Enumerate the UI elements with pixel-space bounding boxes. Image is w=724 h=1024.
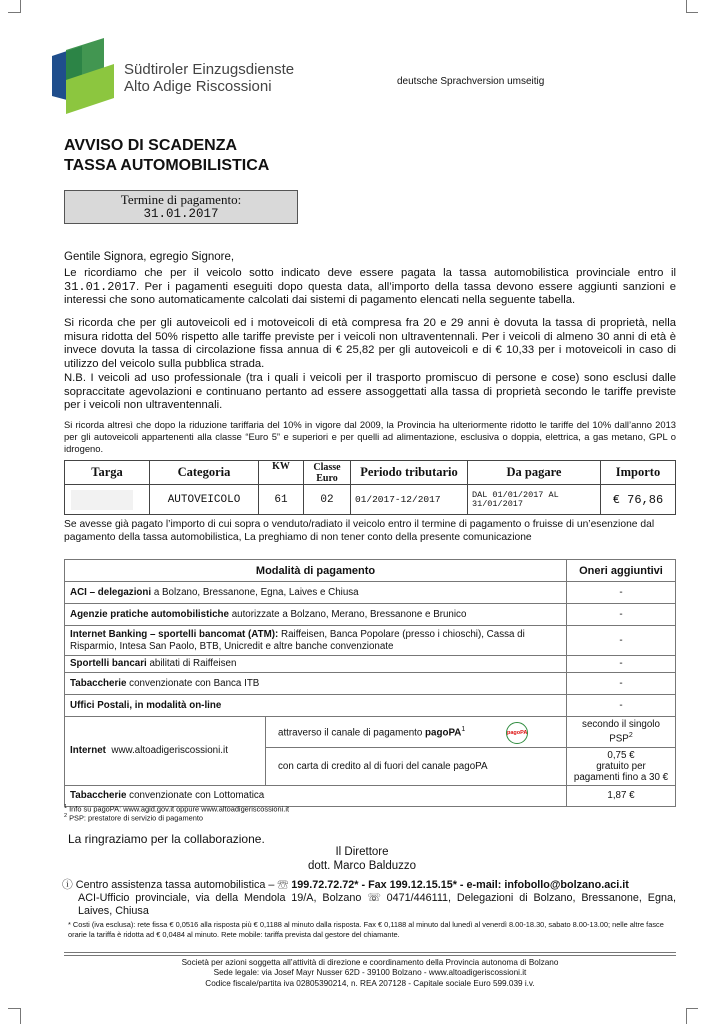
cell-importo: € 76,86 — [601, 485, 676, 515]
crop-mark — [686, 12, 698, 13]
payment-row-bank-counters — [65, 656, 676, 673]
header-classe-line-1: Classe — [313, 461, 341, 473]
payment-mode-rest: convenzionate con Lottomatica — [126, 790, 265, 801]
targa-redacted — [71, 490, 133, 510]
header-kw: KW — [259, 461, 304, 485]
payment-mode — [65, 582, 567, 604]
footer — [64, 958, 676, 989]
paragraph-already-paid: Se avesse già pagato l’importo di cui sopra o venduto/radiato il veicolo entro il termine di pagamento o fruisse di un’esenzione dal pagamento della tassa automobilistica, La preghiamo di non tener conto della presente comunicazione — [64, 519, 655, 543]
internet-cell — [65, 717, 266, 786]
footer-divider — [64, 952, 676, 956]
payment-mode-bold: Uffici Postali, in modalità on-line — [70, 699, 222, 711]
info-icon: ⓘ — [62, 879, 73, 891]
payment-fee: - — [567, 673, 676, 695]
header-classe — [304, 461, 351, 485]
cell-da-pagare — [468, 485, 601, 515]
brand-line-1: Südtiroler Einzugsdienste — [124, 61, 295, 78]
contact-line-2 — [62, 892, 676, 918]
footnote-2-marker: 2 — [64, 813, 68, 819]
payment-row-tobacconists-itb — [65, 673, 676, 695]
cell-classe: 02 — [304, 485, 351, 515]
footnote-2-text: PSP: prestatore di servizio di pagamento — [67, 813, 204, 823]
payment-row-aci — [65, 582, 676, 604]
header-da-pagare: Da pagare — [468, 461, 601, 485]
thanks: La ringraziamo per la collaborazione. — [68, 832, 265, 846]
header-classe-line-2: Euro — [316, 472, 338, 484]
paragraph-professional-vehicles: N.B. I veicoli ad uso professionale (tra i quali i veicoli per il trasporto promiscuo di persone e cose) sono esclusi dalle sopraccitate agevolazioni e continuano pertanto ad essere assoggettati alla tassa di proprietà secondo le tariffe previste per i veicoli non ultraventennali. — [64, 372, 676, 412]
crop-mark — [8, 12, 20, 13]
pagopa-logo-icon — [506, 722, 528, 744]
payment-mode-bold: ACI – delegazioni — [70, 586, 152, 598]
contact-text-b: ACI-Ufficio provinciale, via della Mendola 19/A, Bolzano — [78, 892, 368, 904]
payment-row-internet-banking — [65, 626, 676, 656]
footnote-1-text: Info su pagoPA: www.agid.gov.it oppure www.altoadigeriscossioni.it — [67, 804, 290, 814]
payment-mode-bold: Sportelli bancari — [70, 658, 147, 669]
pagopa-sup: 1 — [461, 726, 466, 734]
pagopa-fee-sup: 2 — [628, 732, 633, 740]
phone-icon: ☏ — [367, 892, 381, 904]
footnote-2 — [64, 812, 203, 822]
paragraph-deadline — [64, 267, 676, 308]
crop-mark — [686, 1008, 698, 1009]
pagopa-fee — [567, 717, 676, 748]
header-categoria: Categoria — [150, 461, 259, 485]
payment-mode — [65, 673, 567, 695]
paragraph-deadline-b: . Per i pagamenti eseguiti dopo questa data, all’importo della tassa devono essere aggiunti sanzioni e interessi che sono automaticamente calcolati dai sistemi di pagamento elencati nella seguente tabella. — [64, 280, 676, 307]
footer-line-2: Sede legale: via Josef Mayr Nusser 62D - 39100 Bolzano - www.altoadigeriscossioni.it — [213, 968, 527, 978]
crop-mark — [20, 1008, 21, 1024]
payment-fee: - — [567, 695, 676, 717]
page-title-line-1: AVVISO DI SCADENZA — [64, 137, 238, 154]
payment-row-agencies — [65, 604, 676, 626]
internet-label: Internet — [70, 745, 106, 756]
payment-mode-bold: Internet Banking – sportelli bancomat (ATM): — [70, 628, 279, 640]
header-payment-mode: Modalità di pagamento — [65, 560, 567, 582]
payment-mode-bold: Tabaccherie — [70, 790, 127, 801]
payment-fee: - — [567, 626, 676, 656]
vehicle-row — [65, 485, 676, 515]
contact-line-1 — [62, 879, 676, 892]
header-targa: Targa — [65, 461, 150, 485]
pagopa-fee-line-1: secondo il singolo — [582, 719, 660, 731]
payment-mode-rest: autorizzate a Bolzano, Merano, Bressanone e Brunico — [228, 608, 467, 620]
pagopa-fee-psp: PSP — [609, 733, 629, 745]
payment-mode — [65, 695, 567, 717]
payment-fee: - — [567, 582, 676, 604]
cost-note: * Costi (iva esclusa): rete fissa € 0,0516 alla risposta più € 0,1188 al minuto dalla risposta. Fax € 0,1188 al minuto dal lunedì al venerdì 8.00-18.30, sabato 8.00-13.00; nelle altre fasce orarie la tariffa è ridotta ad € 0,0484 al minuto. Rete mobile: tariffa prevista dal gestore del chiamante. — [68, 920, 664, 939]
da-pagare-line-1: DAL 01/01/2017 AL — [472, 489, 559, 500]
pagopa-text-a: attraverso il canale di pagamento — [278, 727, 426, 739]
payment-mode-rest: abilitati di Raiffeisen — [146, 658, 237, 669]
payment-methods-table — [64, 559, 676, 807]
phone-icon: ☏ — [277, 879, 289, 891]
contact-block — [62, 879, 676, 918]
header-importo: Importo — [601, 461, 676, 485]
internet-site: www.altoadigeriscossioni.it — [111, 745, 228, 756]
signature-name: dott. Marco Balduzzo — [307, 860, 417, 872]
header-additional-fees: Oneri aggiuntivi — [567, 560, 676, 582]
paragraph-deadline-a: Le ricordiamo che per il veicolo sotto indicato deve essere pagata la tassa automobilistica provinciale entro il — [64, 267, 676, 279]
crop-mark — [8, 1008, 20, 1009]
company-logo — [52, 38, 116, 114]
paragraph-tariff-reduction: Si ricorda altresì che dopo la riduzione tariffaria del 10% in vigore dal 2009, la Provincia ha ulteriormente ridotto le tariffe del 10% dall’anno 2013 per gli autoveicoli appartenenti alla classe “Euro 5” e superiori e per quelli ad alimentazione, esclusiva o doppia, elettrica, a gas metano, GPL o idrogeno. — [64, 419, 676, 454]
payment-fee: - — [567, 604, 676, 626]
signature-role: Il Direttore — [335, 846, 389, 858]
payment-mode — [65, 656, 567, 673]
cell-kw: 61 — [259, 485, 304, 515]
paragraph-deadline-date: 31.01.2017 — [64, 279, 137, 294]
pagopa-channel — [266, 717, 567, 748]
contact-phone: 199.72.72.72* - Fax 199.12.15.15* - e-mail: infobollo@bolzano.aci.it — [288, 879, 629, 891]
pagopa-text-bold: pagoPA — [425, 727, 462, 739]
footnote-1-marker: 1 — [64, 804, 68, 810]
crop-mark — [20, 0, 21, 13]
payment-row-post-offices — [65, 695, 676, 717]
crop-mark — [686, 1008, 687, 1024]
payment-fee: 1,87 € — [567, 786, 676, 807]
deadline-date: 31.01.2017 — [143, 207, 219, 221]
payment-mode-rest: convenzionate con Banca ITB — [126, 677, 260, 689]
brand-line-2: Alto Adige Riscossioni — [124, 78, 272, 95]
deadline-box — [64, 190, 298, 224]
payment-mode-rest: Raiffeisen, Banca Popolare (presso i chioschi), Cassa di Risparmio, Intesa San Paolo, BTB, Unicredit e altre banche convenzionate — [70, 628, 525, 652]
contact-text-a: Centro assistenza tassa automobilistica – — [72, 879, 278, 891]
cell-targa — [65, 485, 150, 515]
pagopa-logo-text: pagoPA — [507, 730, 528, 736]
header-periodo: Periodo tributario — [351, 461, 468, 485]
cell-categoria: AUTOVEICOLO — [150, 485, 259, 515]
footer-line-1: Società per azioni soggetta all’attività di direzione e coordinamento della Provincia autonoma di Bolzano — [181, 958, 559, 967]
payment-mode — [65, 604, 567, 626]
pagopa-fee-line-2 — [572, 730, 670, 744]
vehicle-table — [64, 460, 676, 515]
payment-mode-bold: Tabaccherie — [70, 677, 127, 689]
greeting: Gentile Signora, egregio Signore, — [64, 251, 235, 263]
paragraph-age-reduction: Si ricorda che per gli autoveicoli ed i motoveicoli di età compresa fra 20 e 29 anni è dovuta la tassa di proprietà, nella misura ridotta del 50% rispetto alle tariffe previste per i veicoli non ultraventennali. Per i veicoli di almeno 30 anni di età è invece dovuta la tassa di circolazione fissa annua di € 25,82 per gli autoveicoli e di € 10,33 per i motoveicoli in caso di utilizzo del veicolo sulla pubblica strada. — [64, 317, 676, 370]
payment-mode-bold: Agenzie pratiche automobilistiche — [70, 608, 229, 620]
payment-mode — [65, 626, 567, 656]
card-channel: con carta di credito al di fuori del canale pagoPA — [266, 748, 567, 786]
payment-mode-rest: a Bolzano, Bressanone, Egna, Laives e Chiusa — [151, 586, 359, 598]
da-pagare-line-2: 31/01/2017 — [472, 498, 524, 509]
card-fee-line-3: pagamenti fino a 30 € — [573, 772, 669, 783]
page-title-line-2: TASSA AUTOMOBILISTICA — [64, 157, 270, 174]
payment-row-internet-pagopa — [65, 717, 676, 748]
payment-fee: - — [567, 656, 676, 673]
footer-line-3: Codice fiscale/partita iva 02805390214, n. REA 207128 - Capitale sociale Euro 599.039 i.v. — [205, 978, 535, 988]
card-fee-line-2: gratuito per — [596, 761, 646, 772]
card-fee — [567, 748, 676, 786]
german-version-note: deutsche Sprachversion umseitig — [397, 76, 545, 87]
deadline-label: Termine di pagamento: — [120, 192, 242, 207]
card-fee-line-1: 0,75 € — [607, 750, 635, 761]
contact-phone-2: 0471/446111, Delegazioni di Bolzano, Bressanone, Egna, Laives, Chiusa — [78, 892, 677, 917]
cell-periodo: 01/2017-12/2017 — [351, 485, 468, 515]
